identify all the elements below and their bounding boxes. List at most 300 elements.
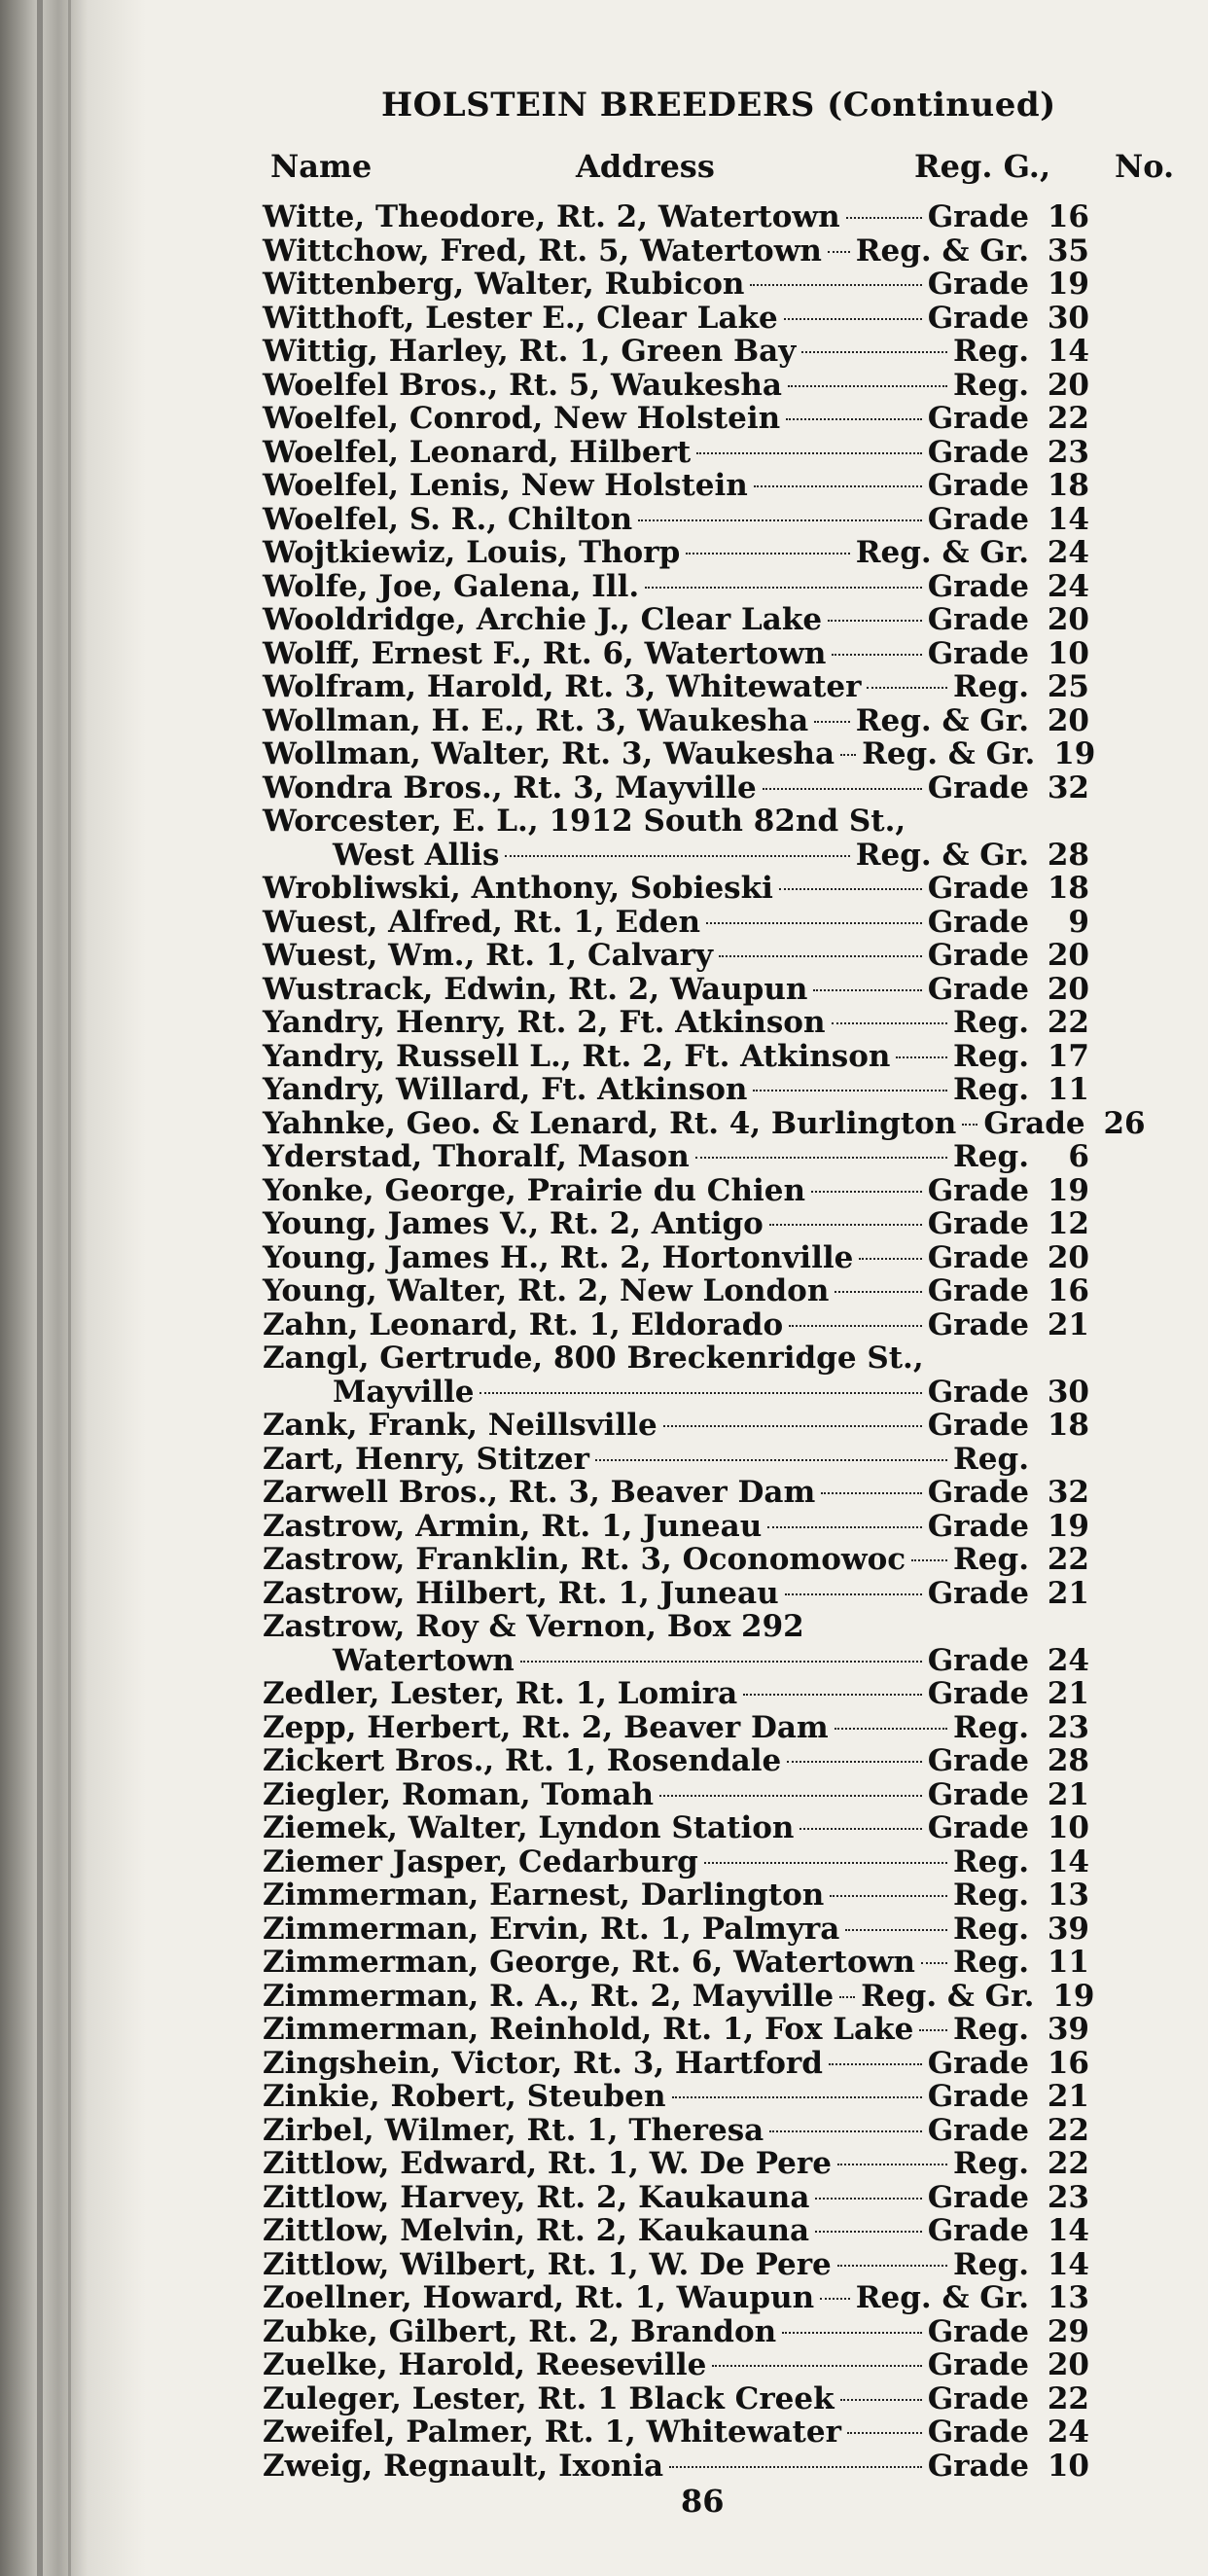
dot-leader bbox=[839, 1996, 855, 1998]
herd-count: 16 bbox=[1047, 2045, 1089, 2081]
herd-count: 10 bbox=[1047, 1810, 1089, 1845]
list-item bbox=[263, 2147, 1089, 2181]
breeder-name-address: Zubke, Gilbert, Rt. 2, Brandon bbox=[263, 2313, 777, 2349]
dot-leader bbox=[837, 2265, 947, 2267]
breeder-name-address: Zuelke, Harold, Reeseville bbox=[263, 2347, 707, 2382]
page-number: 86 bbox=[681, 2483, 725, 2520]
breeder-name-address: Ziegler, Roman, Tomah bbox=[263, 1776, 655, 1812]
list-item bbox=[263, 1510, 1089, 1544]
registration-status: Reg. bbox=[953, 2146, 1029, 2181]
breeder-name-address: Wooldridge, Archie J., Clear Lake bbox=[263, 602, 823, 637]
list-item bbox=[263, 1711, 1089, 1745]
herd-count: 20 bbox=[1047, 702, 1089, 738]
dot-leader bbox=[867, 687, 947, 689]
herd-count: 20 bbox=[1047, 1239, 1089, 1275]
registration-status: Grade bbox=[927, 2179, 1029, 2215]
dot-leader bbox=[919, 2029, 947, 2031]
dot-leader bbox=[828, 251, 850, 253]
registration-status: Grade bbox=[927, 434, 1029, 470]
dot-leader bbox=[779, 888, 922, 890]
breeder-name-address: Zuleger, Lester, Rt. 1 Black Creek bbox=[263, 2380, 835, 2416]
herd-count: 28 bbox=[1047, 837, 1089, 873]
breeder-name-address: Zittlow, Edward, Rt. 1, W. De Pere bbox=[263, 2146, 832, 2181]
list-item bbox=[263, 973, 1089, 1007]
breeder-name-address: Zastrow, Franklin, Rt. 3, Oconomowoc bbox=[263, 1542, 906, 1577]
breeder-name-address: Yandry, Willard, Ft. Atkinson bbox=[263, 1072, 748, 1107]
dot-leader bbox=[828, 620, 922, 622]
list-item bbox=[263, 234, 1089, 268]
list-item bbox=[263, 1610, 1089, 1644]
herd-count: 20 bbox=[1047, 602, 1089, 637]
registration-status: Reg. & Gr. bbox=[855, 233, 1029, 268]
registration-status: Grade bbox=[927, 904, 1029, 940]
list-item bbox=[263, 1811, 1089, 1845]
breeder-name-address: Zittlow, Harvey, Rt. 2, Kaukauna bbox=[263, 2179, 810, 2215]
dot-leader bbox=[811, 1191, 922, 1193]
list-item bbox=[263, 1105, 1146, 1141]
list-item bbox=[263, 2348, 1089, 2382]
herd-count: 21 bbox=[1047, 2079, 1089, 2114]
breeder-name-address: Yandry, Russell L., Rt. 2, Ft. Atkinson bbox=[263, 1038, 891, 1074]
breeder-name-address: Yonke, George, Prairie du Chien bbox=[263, 1172, 806, 1208]
list-item bbox=[263, 2214, 1089, 2248]
herd-count: 12 bbox=[1047, 1206, 1089, 1241]
breeder-name-address: Wittig, Harley, Rt. 1, Green Bay bbox=[263, 334, 797, 369]
registration-status: Reg. & Gr. bbox=[861, 1978, 1035, 2014]
list-item bbox=[263, 1006, 1089, 1040]
herd-count: 26 bbox=[1103, 1105, 1146, 1141]
dot-leader bbox=[789, 1325, 922, 1327]
herd-count: 28 bbox=[1047, 1743, 1089, 1778]
dot-leader bbox=[505, 855, 849, 857]
registration-status: Grade bbox=[927, 1172, 1029, 1208]
herd-count: 24 bbox=[1047, 568, 1089, 604]
list-item bbox=[263, 2114, 1089, 2148]
list-item bbox=[263, 603, 1089, 637]
list-item bbox=[263, 1174, 1089, 1208]
breeder-name-address: Woelfel, Leonard, Hilbert bbox=[263, 434, 692, 470]
registration-status: Grade bbox=[927, 568, 1029, 604]
dot-leader bbox=[921, 1962, 947, 1964]
registration-status: Grade bbox=[927, 1743, 1029, 1778]
dot-leader bbox=[763, 788, 922, 790]
dot-leader bbox=[829, 2063, 922, 2065]
dot-leader bbox=[595, 1459, 947, 1461]
herd-count: 9 bbox=[1068, 904, 1089, 940]
registration-status: Grade bbox=[927, 1273, 1029, 1308]
dot-leader bbox=[782, 2332, 922, 2334]
list-item bbox=[263, 805, 1089, 839]
list-item bbox=[263, 906, 1089, 940]
dot-leader bbox=[696, 452, 922, 454]
herd-count: 30 bbox=[1047, 300, 1089, 336]
registration-status: Grade bbox=[927, 1408, 1029, 1443]
registration-status: Reg. bbox=[953, 1139, 1029, 1174]
breeder-name-address: Wuest, Wm., Rt. 1, Calvary bbox=[263, 938, 713, 973]
list-item bbox=[263, 2315, 1089, 2349]
herd-count: 30 bbox=[1047, 1374, 1089, 1410]
herd-count: 22 bbox=[1047, 1005, 1089, 1040]
dot-leader bbox=[645, 587, 922, 589]
list-item bbox=[263, 872, 1089, 906]
breeder-name-address: Wustrack, Edwin, Rt. 2, Waupun bbox=[263, 971, 808, 1007]
breeder-name-address: West Allis bbox=[333, 837, 500, 873]
registration-status: Grade bbox=[927, 2347, 1029, 2382]
list-item bbox=[263, 1543, 1089, 1577]
list-item bbox=[263, 1308, 1089, 1342]
herd-count: 20 bbox=[1047, 2347, 1089, 2382]
dot-leader bbox=[672, 2096, 922, 2098]
list-item bbox=[263, 1207, 1089, 1241]
herd-count: 35 bbox=[1047, 233, 1089, 268]
herd-count: 13 bbox=[1047, 2280, 1089, 2315]
list-item bbox=[263, 736, 1096, 771]
herd-count: 21 bbox=[1047, 1776, 1089, 1812]
registration-status: Reg. bbox=[953, 1441, 1029, 1477]
herd-count: 22 bbox=[1047, 401, 1089, 436]
list-item bbox=[263, 1677, 1089, 1711]
registration-status: Reg. bbox=[953, 367, 1029, 403]
breeder-name-address: Yahnke, Geo. & Lenard, Rt. 4, Burlington bbox=[263, 1105, 957, 1141]
herd-count: 29 bbox=[1047, 2313, 1089, 2349]
herd-count: 19 bbox=[1053, 736, 1096, 771]
breeder-name-address: Woelfel, Conrod, New Holstein bbox=[263, 401, 781, 436]
list-item bbox=[263, 1913, 1089, 1947]
breeder-name-address: Zepp, Herbert, Rt. 2, Beaver Dam bbox=[263, 1709, 829, 1745]
list-item bbox=[263, 335, 1089, 369]
dot-leader bbox=[840, 754, 856, 756]
breeder-name-address: Worcester, E. L., 1912 South 82nd St., bbox=[263, 804, 906, 839]
dot-leader bbox=[743, 1694, 922, 1696]
list-item bbox=[263, 1376, 1089, 1410]
dot-leader bbox=[845, 1929, 947, 1931]
herd-count: 19 bbox=[1052, 1978, 1095, 2014]
breeder-name-address: Young, Walter, Rt. 2, New London bbox=[263, 1273, 830, 1308]
herd-count: 22 bbox=[1047, 2380, 1089, 2416]
registration-status: Grade bbox=[927, 971, 1029, 1007]
registration-status: Reg. & Gr. bbox=[855, 702, 1029, 738]
registration-status: Reg. & Gr. bbox=[855, 535, 1029, 570]
herd-count: 20 bbox=[1047, 938, 1089, 973]
herd-count: 17 bbox=[1047, 1038, 1089, 1074]
herd-count: 13 bbox=[1047, 1878, 1089, 1913]
herd-count: 10 bbox=[1047, 635, 1089, 671]
breeder-name-address: Young, James V., Rt. 2, Antigo bbox=[263, 1206, 764, 1241]
dot-leader bbox=[638, 519, 922, 521]
breeder-name-address: Wittenberg, Walter, Rubicon bbox=[263, 267, 745, 302]
registration-status: Grade bbox=[927, 2415, 1029, 2450]
breeder-name-address: Witte, Theodore, Rt. 2, Watertown bbox=[263, 199, 840, 234]
breeder-name-address: Watertown bbox=[333, 1642, 515, 1678]
dot-leader bbox=[704, 1862, 947, 1864]
herd-count: 23 bbox=[1047, 1709, 1089, 1745]
list-item bbox=[263, 1274, 1089, 1308]
registration-status: Grade bbox=[927, 2313, 1029, 2349]
herd-count: 21 bbox=[1047, 1575, 1089, 1611]
registration-status: Grade bbox=[927, 871, 1029, 906]
registration-status: Reg. bbox=[953, 1945, 1029, 1980]
dot-leader bbox=[686, 553, 849, 555]
breeder-name-address: Yderstad, Thoralf, Mason bbox=[263, 1139, 690, 1174]
dot-leader bbox=[813, 989, 921, 991]
breeder-name-address: Zweig, Regnault, Ixonia bbox=[263, 2448, 664, 2484]
list-item bbox=[263, 2415, 1089, 2450]
list-item bbox=[263, 2080, 1089, 2114]
dot-leader bbox=[820, 2298, 850, 2300]
page-title: HOLSTEIN BREEDERS (Continued) bbox=[381, 86, 1056, 125]
dot-leader bbox=[799, 1828, 921, 1830]
dot-leader bbox=[801, 351, 947, 353]
registration-status: Reg. bbox=[953, 669, 1029, 704]
registration-status: Grade bbox=[927, 267, 1029, 302]
registration-status: Reg. bbox=[953, 2012, 1029, 2047]
breeder-name-address: Zart, Henry, Stitzer bbox=[263, 1441, 589, 1477]
herd-count: 14 bbox=[1047, 501, 1089, 537]
dot-leader bbox=[750, 284, 921, 286]
herd-count: 10 bbox=[1047, 2448, 1089, 2484]
list-item bbox=[263, 704, 1089, 738]
dot-leader bbox=[962, 1124, 977, 1126]
registration-status: Grade bbox=[927, 769, 1029, 805]
registration-status: Grade bbox=[927, 1575, 1029, 1611]
herd-count: 18 bbox=[1047, 468, 1089, 503]
list-item bbox=[263, 939, 1089, 973]
herd-count: 24 bbox=[1047, 535, 1089, 570]
breeder-name-address: Zastrow, Armin, Rt. 1, Juneau bbox=[263, 1508, 763, 1544]
registration-status: Grade bbox=[927, 401, 1029, 436]
list-item bbox=[263, 1577, 1089, 1611]
herd-count: 32 bbox=[1047, 1475, 1089, 1510]
dot-leader bbox=[706, 922, 922, 924]
list-item bbox=[263, 402, 1089, 436]
list-item bbox=[263, 1040, 1089, 1074]
dot-leader bbox=[659, 1795, 922, 1797]
registration-status: Grade bbox=[927, 1810, 1029, 1845]
breeder-name-address: Zimmerman, Reinhold, Rt. 1, Fox Lake bbox=[263, 2012, 914, 2047]
dot-leader bbox=[911, 1559, 947, 1561]
registration-status: Reg. & Gr. bbox=[855, 837, 1029, 873]
list-item bbox=[263, 1241, 1089, 1275]
herd-count: 11 bbox=[1047, 1072, 1089, 1107]
breeder-name-address: Zirbel, Wilmer, Rt. 1, Theresa bbox=[263, 2112, 764, 2148]
dot-leader bbox=[480, 1392, 921, 1394]
herd-count: 14 bbox=[1047, 334, 1089, 369]
dot-leader bbox=[784, 318, 922, 320]
list-item bbox=[263, 2382, 1089, 2416]
herd-count: 22 bbox=[1047, 1542, 1089, 1577]
breeder-name-address: Wrobliwski, Anthony, Sobieski bbox=[263, 871, 773, 906]
breeder-name-address: Wolfe, Joe, Galena, Ill. bbox=[263, 568, 640, 604]
herd-count: 32 bbox=[1047, 769, 1089, 805]
dot-leader bbox=[719, 955, 922, 957]
dot-leader bbox=[814, 721, 849, 723]
breeder-name-address: Zimmerman, Earnest, Darlington bbox=[263, 1878, 825, 1913]
list-item bbox=[263, 2181, 1089, 2215]
herd-count: 20 bbox=[1047, 367, 1089, 403]
breeder-name-address: Woelfel, S. R., Chilton bbox=[263, 501, 633, 537]
list-item bbox=[263, 1342, 1089, 1376]
breeder-name-address: Yandry, Henry, Rt. 2, Ft. Atkinson bbox=[263, 1005, 826, 1040]
dot-leader bbox=[847, 2432, 922, 2434]
registration-status: Grade bbox=[927, 938, 1029, 973]
registration-status: Reg. bbox=[953, 1843, 1029, 1879]
breeder-name-address: Zank, Frank, Neillsville bbox=[263, 1408, 657, 1443]
dot-leader bbox=[832, 1022, 948, 1024]
list-item bbox=[263, 839, 1089, 873]
book-spine-shadow bbox=[0, 0, 146, 2576]
registration-status: Grade bbox=[927, 602, 1029, 637]
herd-count: 18 bbox=[1047, 1408, 1089, 1443]
list-item bbox=[263, 1978, 1095, 2014]
registration-status: Reg. bbox=[953, 334, 1029, 369]
registration-status: Reg. bbox=[953, 1005, 1029, 1040]
breeder-name-address: Wollman, H. E., Rt. 3, Waukesha bbox=[263, 702, 809, 738]
list-item bbox=[263, 1073, 1089, 1107]
list-item bbox=[263, 1476, 1089, 1510]
list-item bbox=[263, 1140, 1089, 1174]
breeder-name-address: Zahn, Leonard, Rt. 1, Eldorado bbox=[263, 1306, 784, 1342]
dot-leader bbox=[788, 385, 947, 387]
dot-leader bbox=[695, 1157, 947, 1159]
list-item bbox=[263, 1443, 1089, 1477]
breeder-name-address: Mayville bbox=[333, 1374, 475, 1410]
list-item bbox=[263, 2281, 1089, 2315]
list-item bbox=[263, 1845, 1089, 1879]
registration-status: Reg. bbox=[953, 1072, 1029, 1107]
breeder-name-address: Ziemek, Walter, Lyndon Station bbox=[263, 1810, 795, 1845]
herd-count: 39 bbox=[1047, 2012, 1089, 2047]
dot-leader bbox=[859, 1258, 921, 1260]
dot-leader bbox=[769, 2130, 921, 2132]
registration-status: Grade bbox=[927, 1508, 1029, 1544]
column-header-name: Name bbox=[270, 148, 373, 185]
dot-leader bbox=[830, 1895, 947, 1897]
list-item bbox=[263, 536, 1089, 570]
dot-leader bbox=[821, 1492, 921, 1494]
registration-status: Grade bbox=[927, 199, 1029, 234]
registration-status: Grade bbox=[927, 2112, 1029, 2148]
registration-status: Grade bbox=[927, 1676, 1029, 1711]
list-item bbox=[263, 1778, 1089, 1812]
registration-status: Grade bbox=[927, 1239, 1029, 1275]
breeder-name-address: Wolff, Ernest F., Rt. 6, Watertown bbox=[263, 635, 827, 671]
list-item bbox=[263, 1946, 1089, 1980]
registration-status: Reg. & Gr. bbox=[862, 736, 1036, 771]
dot-leader bbox=[753, 1090, 947, 1091]
herd-count: 16 bbox=[1047, 1273, 1089, 1308]
herd-count: 11 bbox=[1047, 1945, 1089, 1980]
dot-leader bbox=[840, 2399, 922, 2401]
breeder-name-address: Zimmerman, R. A., Rt. 2, Mayville bbox=[263, 1978, 835, 2014]
list-item bbox=[263, 503, 1089, 537]
registration-status: Grade bbox=[927, 1206, 1029, 1241]
dot-leader bbox=[669, 2466, 922, 2468]
breeder-name-address: Zittlow, Wilbert, Rt. 1, W. De Pere bbox=[263, 2246, 832, 2282]
herd-count: 23 bbox=[1047, 434, 1089, 470]
dot-leader bbox=[663, 1425, 922, 1427]
breeder-name-address: Zoellner, Howard, Rt. 1, Waupun bbox=[263, 2280, 815, 2315]
breeder-name-address: Ziemer Jasper, Cedarburg bbox=[263, 1843, 698, 1879]
dot-leader bbox=[785, 1593, 922, 1595]
registration-status: Grade bbox=[927, 2448, 1029, 2484]
registration-status: Grade bbox=[927, 2380, 1029, 2416]
breeder-name-address: Young, James H., Rt. 2, Hortonville bbox=[263, 1239, 854, 1275]
herd-count: 21 bbox=[1047, 1676, 1089, 1711]
registration-status: Grade bbox=[927, 1776, 1029, 1812]
herd-count: 14 bbox=[1047, 2246, 1089, 2282]
list-item bbox=[263, 2450, 1089, 2484]
list-item bbox=[263, 302, 1089, 336]
dot-leader bbox=[754, 485, 922, 487]
dot-leader bbox=[835, 1728, 947, 1730]
list-item bbox=[263, 2047, 1089, 2081]
herd-count: 18 bbox=[1047, 871, 1089, 906]
herd-count: 14 bbox=[1047, 2213, 1089, 2248]
registration-status: Reg. bbox=[953, 1709, 1029, 1745]
registration-status: Grade bbox=[927, 501, 1029, 537]
breeder-name-address: Zittlow, Melvin, Rt. 2, Kaukauna bbox=[263, 2213, 810, 2248]
registration-status: Grade bbox=[927, 468, 1029, 503]
registration-status: Grade bbox=[927, 635, 1029, 671]
column-header-reg-grade: Reg. G., bbox=[914, 148, 1051, 185]
dot-leader bbox=[787, 1761, 921, 1763]
dot-leader bbox=[835, 1291, 921, 1293]
herd-count: 19 bbox=[1047, 1508, 1089, 1544]
list-item bbox=[263, 2248, 1089, 2282]
list-item bbox=[263, 771, 1089, 805]
breeder-name-address: Zastrow, Hilbert, Rt. 1, Juneau bbox=[263, 1575, 779, 1611]
dot-leader bbox=[896, 1056, 947, 1058]
herd-count: 19 bbox=[1047, 267, 1089, 302]
herd-count: 6 bbox=[1068, 1139, 1089, 1174]
dot-leader bbox=[815, 2198, 921, 2200]
registration-status: Reg. bbox=[953, 1911, 1029, 1947]
breeder-name-address: Zastrow, Roy & Vernon, Box 292 bbox=[263, 1609, 804, 1644]
list-item bbox=[263, 2013, 1089, 2047]
registration-status: Reg. bbox=[953, 1878, 1029, 1913]
breeder-name-address: Witthoft, Lester E., Clear Lake bbox=[263, 300, 778, 336]
herd-count: 20 bbox=[1047, 971, 1089, 1007]
breeder-name-address: Wojtkiewiz, Louis, Thorp bbox=[263, 535, 681, 570]
breeder-name-address: Zedler, Lester, Rt. 1, Lomira bbox=[263, 1676, 738, 1711]
registration-status: Grade bbox=[927, 1306, 1029, 1342]
registration-status: Grade bbox=[927, 2213, 1029, 2248]
dot-leader bbox=[769, 1224, 922, 1226]
list-item bbox=[263, 1744, 1089, 1778]
breeder-list bbox=[263, 199, 1146, 2484]
breeder-name-address: Wollman, Walter, Rt. 3, Waukesha bbox=[263, 736, 835, 771]
registration-status: Reg. bbox=[953, 1542, 1029, 1577]
breeder-name-address: Wolfram, Harold, Rt. 3, Whitewater bbox=[263, 669, 862, 704]
herd-count: 24 bbox=[1047, 2415, 1089, 2450]
list-item bbox=[263, 1409, 1089, 1443]
breeder-name-address: Woelfel, Lenis, New Holstein bbox=[263, 468, 748, 503]
herd-count: 21 bbox=[1047, 1306, 1089, 1342]
registration-status: Grade bbox=[927, 2079, 1029, 2114]
herd-count: 39 bbox=[1047, 1911, 1089, 1947]
breeder-name-address: Zarwell Bros., Rt. 3, Beaver Dam bbox=[263, 1475, 816, 1510]
registration-status: Grade bbox=[927, 1374, 1029, 1410]
list-item bbox=[263, 570, 1089, 604]
breeder-name-address: Zingshein, Victor, Rt. 3, Hartford bbox=[263, 2045, 823, 2081]
breeder-name-address: Zickert Bros., Rt. 1, Rosendale bbox=[263, 1743, 782, 1778]
list-item bbox=[263, 436, 1089, 470]
list-item bbox=[263, 1644, 1089, 1678]
breeder-name-address: Wondra Bros., Rt. 3, Mayville bbox=[263, 769, 757, 805]
dot-leader bbox=[837, 2164, 947, 2165]
list-item bbox=[263, 1878, 1089, 1913]
breeder-name-address: Wittchow, Fred, Rt. 5, Watertown bbox=[263, 233, 822, 268]
